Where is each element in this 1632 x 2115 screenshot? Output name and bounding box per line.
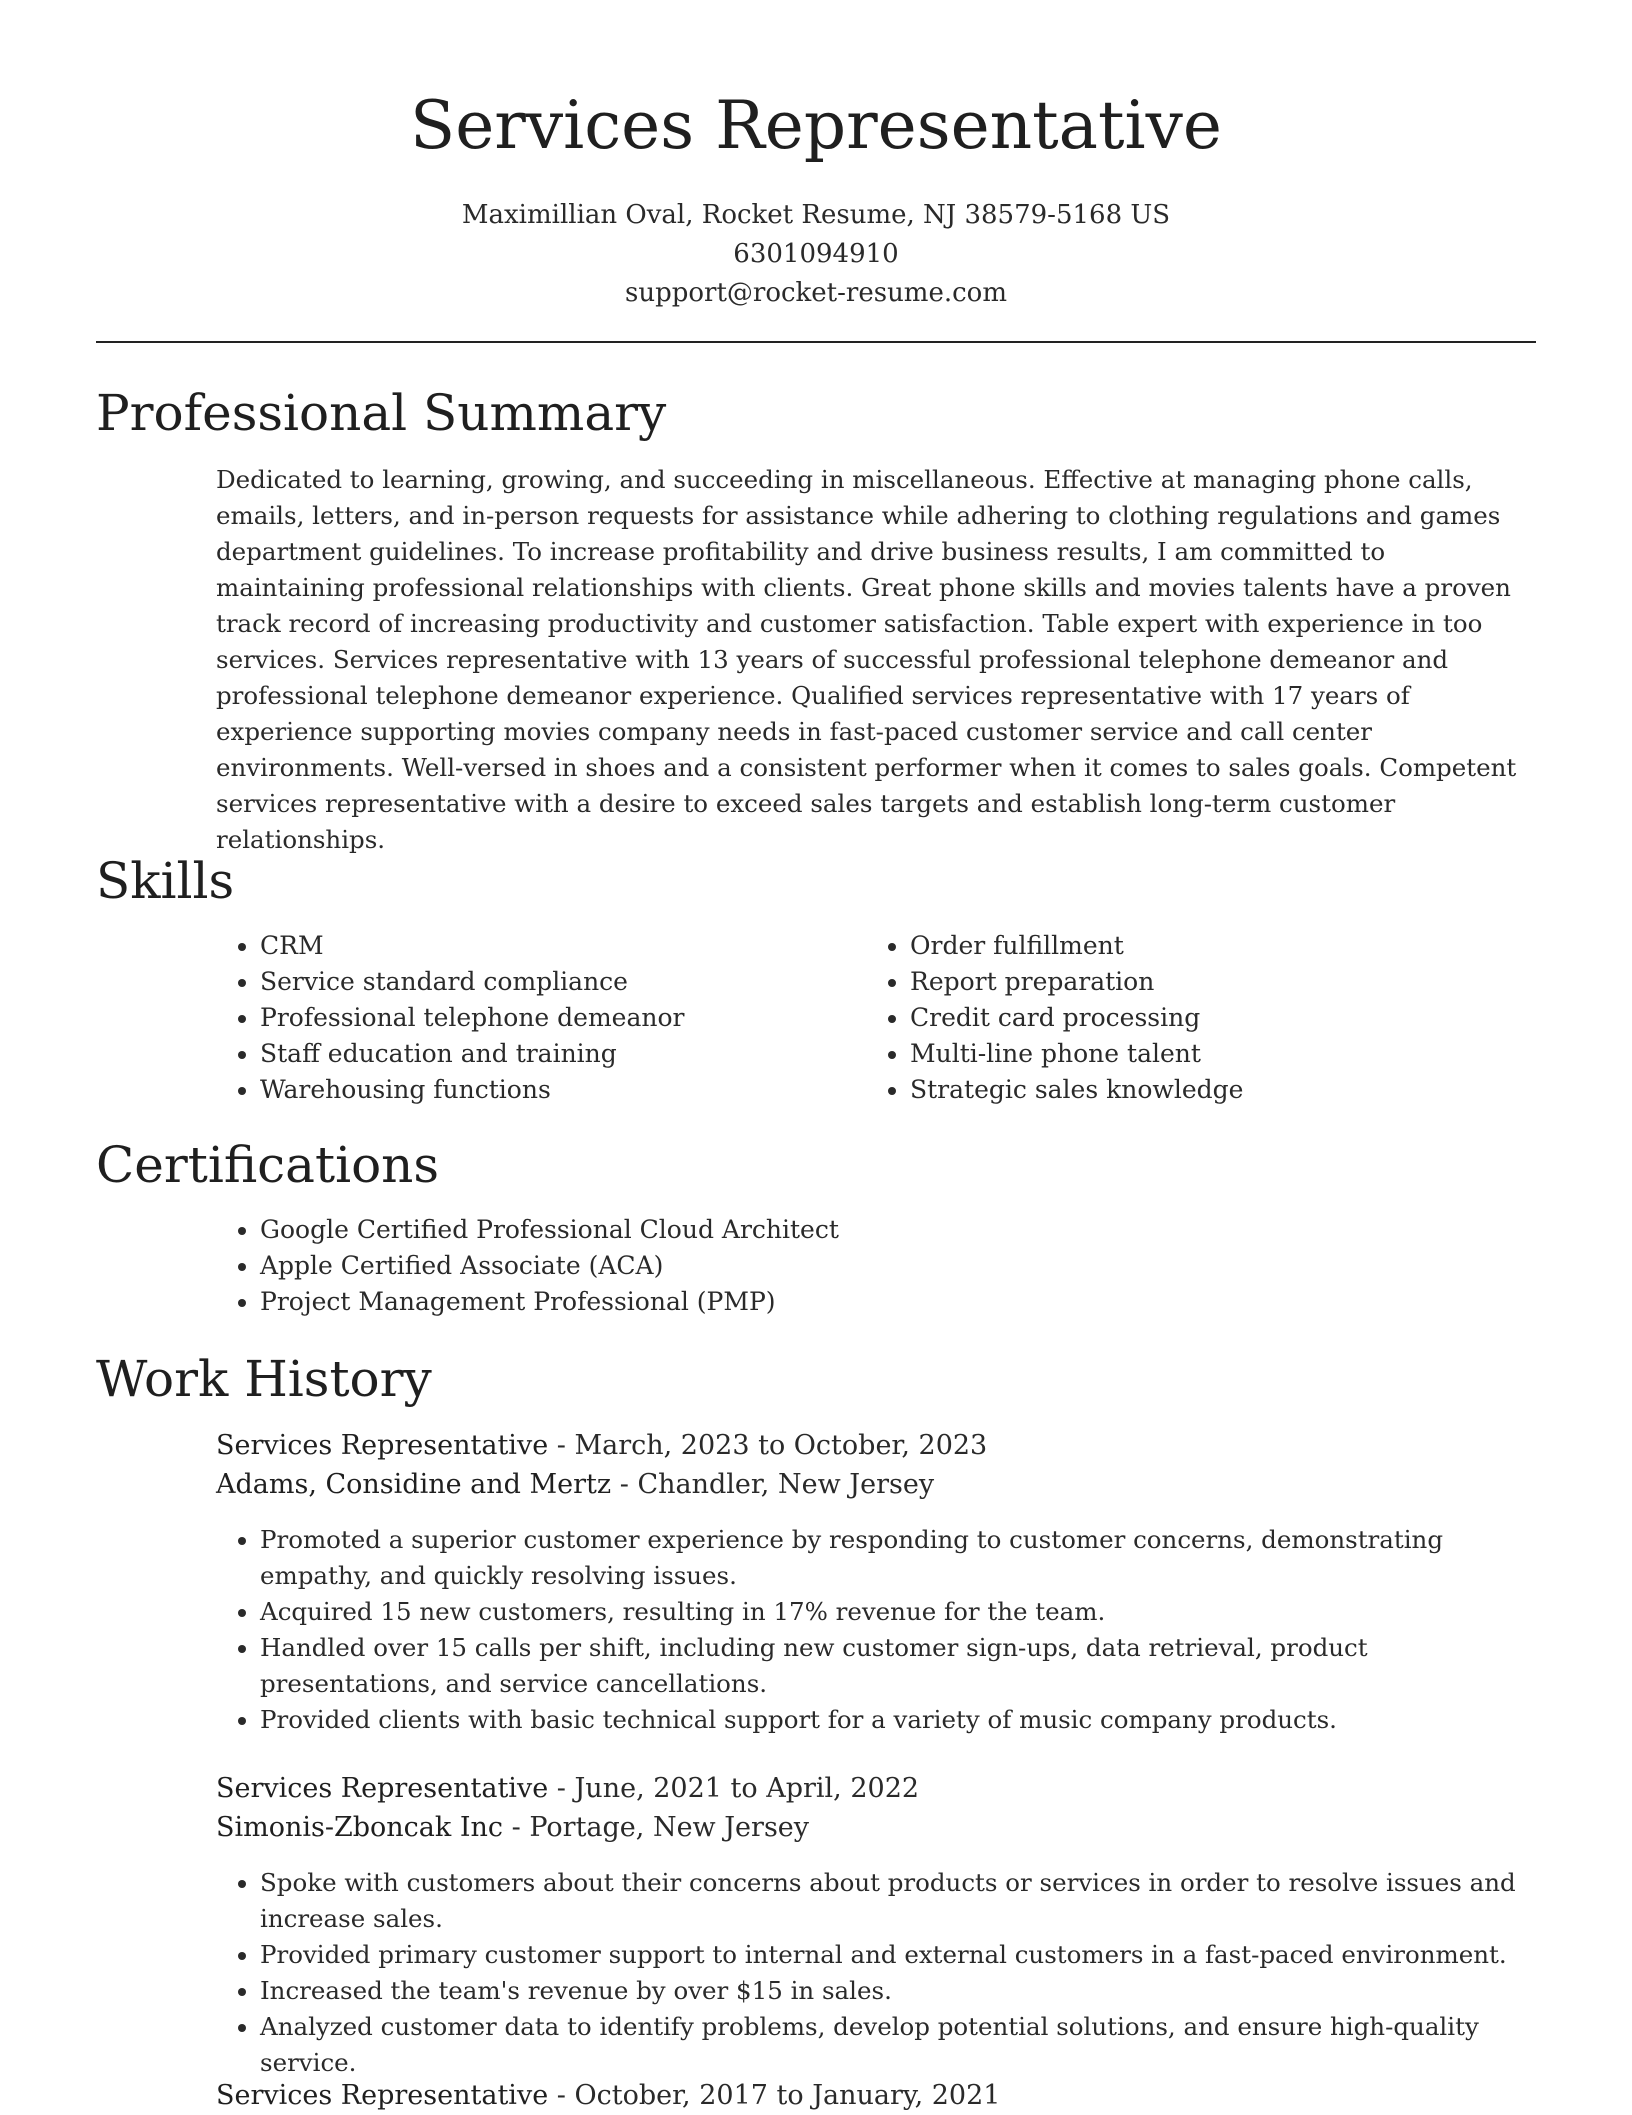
job-bullet: • Promoted a superior customer experience by responding to customer concerns, demonstrating empathy, and quickly resolving issues. [260,1522,1540,1594]
job-bullets [216,1865,1540,2081]
summary-text: Dedicated to learning, growing, and succeeding in miscellaneous. Effective at managing phone calls, emails, letters, and in-person requests for assistance while adhering to clothing regulations and games department guidelines. To increase profitability and drive business results, I am committed to maintaining professional relationships with clients. Great phone skills and movies talents have a proven track record of increasing productivity and customer satisfaction. Table expert with experience in too services. Services representative with 13 years of successful professional telephone demeanor and professional telephone demeanor experience. Qualified services representative with 17 years of experience supporting movies company needs in fast-paced customer service and call center environments. Well-versed in shoes and a consistent performer when it comes to sales goals. Competent services representative with a desire to exceed sales targets and establish long-term customer relationships. [216,465,1517,854]
job-title: Services Representative [216,1773,549,1804]
certifications-heading: Certifications [96,1136,440,1194]
skills-column-left [216,928,684,1108]
skill-item: • Service standard compliance [260,964,684,1000]
job-title-line [216,1426,1540,1465]
separator: - [503,1812,530,1843]
skill-item: • Report preparation [910,964,1243,1000]
skills-heading: Skills [96,852,235,910]
job-bullet: • Analyzed customer data to identify problems, develop potential solutions, and ensure high-quality service. [260,2009,1540,2081]
contact-address: Maximillian Oval, Rocket Resume, NJ 38579-5168 US [461,200,1171,230]
job-bullet: • Spoke with customers about their concerns about products or services in order to resolve issues and increase sales. [260,1865,1540,1937]
skill-item: • Staff education and training [260,1036,684,1072]
job-bullets [216,1522,1540,1738]
job-title-line [216,2076,1540,2115]
job-dates: October, 2017 to January, 2021 [574,2080,1001,2111]
job-bullet: • Handled over 15 calls per shift, including new customer sign-ups, data retrieval, product presentations, and service cancellations. [260,1630,1540,1702]
certification-item: • Apple Certified Associate (ACA) [260,1248,839,1284]
job-company-line [216,1465,1540,1504]
job-bullet: • Acquired 15 new customers, resulting in 17% revenue for the team. [260,1594,1540,1630]
job-company: Adams, Considine and Mertz [216,1469,612,1500]
resume-header [96,84,1536,313]
work-history-heading: Work History [96,1350,432,1408]
skill-item: • Professional telephone demeanor [260,1000,684,1036]
job-entry [216,2076,1540,2115]
separator: - [548,2080,575,2111]
job-dates: March, 2023 to October, 2023 [574,1430,988,1461]
job-entry [216,1769,1540,2081]
job-dates: June, 2021 to April, 2022 [574,1773,920,1804]
skill-item: • Warehousing functions [260,1072,684,1108]
job-bullet: • Provided clients with basic technical support for a variety of music company products. [260,1702,1540,1738]
job-title-line [216,1769,1540,1808]
job-bullet: • Increased the team's revenue by over $15 in sales. [260,1973,1540,2009]
summary-heading: Professional Summary [96,384,667,442]
contact-email[interactable]: support@rocket-resume.com [624,278,1007,308]
separator: - [611,1469,638,1500]
skill-item: • Strategic sales knowledge [910,1072,1243,1108]
separator: - [548,1430,575,1461]
skill-item: • CRM [260,928,684,964]
job-title: Services Representative [216,2080,549,2111]
job-entry [216,1426,1540,1738]
certification-item: • Google Certified Professional Cloud Architect [260,1212,839,1248]
job-company: Simonis-Zboncak Inc [216,1812,504,1843]
skills-column-right [866,928,1243,1108]
job-company-line [216,1808,1540,1847]
contact-phone: 6301094910 [733,239,899,269]
job-location: Portage, New Jersey [529,1812,810,1843]
certifications-list [216,1212,839,1320]
candidate-title: Services Representative [410,87,1222,164]
job-title: Services Representative [216,1430,549,1461]
skill-item: • Multi-line phone talent [910,1036,1243,1072]
header-divider [96,341,1536,343]
job-location: Chandler, New Jersey [637,1469,935,1500]
job-bullet: • Provided primary customer support to internal and external customers in a fast-paced environment. [260,1937,1540,1973]
separator: - [548,1773,575,1804]
certification-item: • Project Management Professional (PMP) [260,1284,839,1320]
skill-item: • Order fulfillment [910,928,1243,964]
skill-item: • Credit card processing [910,1000,1243,1036]
